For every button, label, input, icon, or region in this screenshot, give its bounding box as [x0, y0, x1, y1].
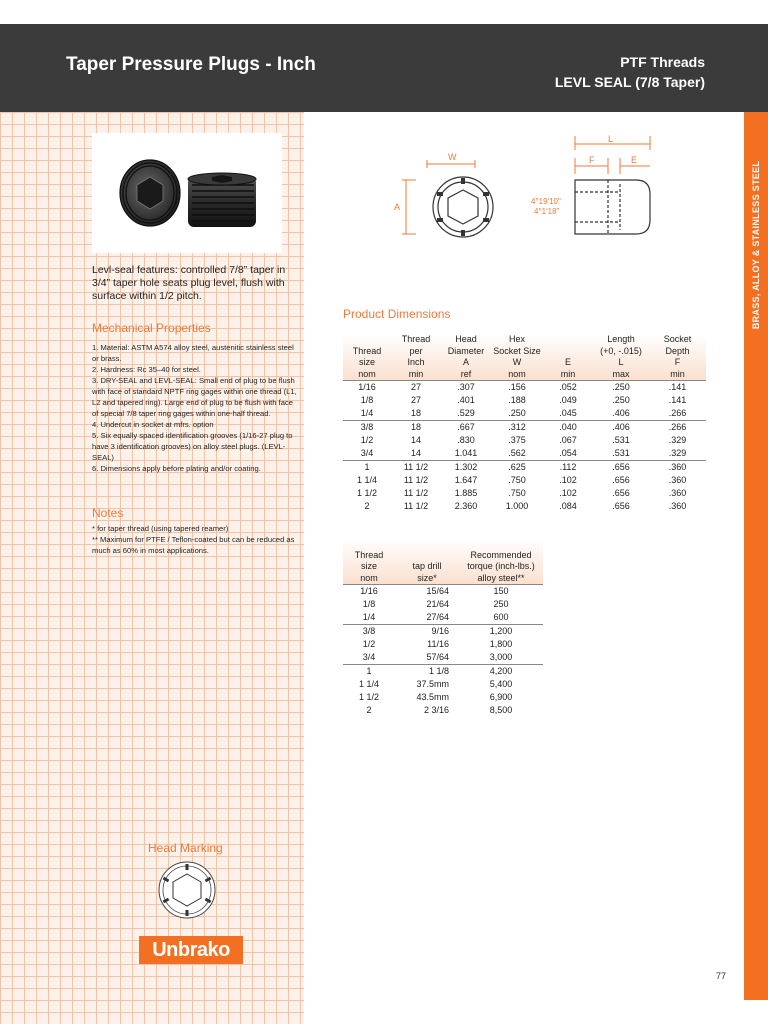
table-cell: .830: [457, 435, 475, 445]
table-cell: 1: [364, 462, 370, 472]
page-title: Taper Pressure Plugs - Inch: [66, 54, 316, 75]
table-cell: .054: [543, 447, 593, 461]
header-subtitle-threads: PTF Threads: [620, 54, 705, 70]
notes-title: Notes: [92, 506, 124, 520]
column-header: tap drill size*: [395, 538, 459, 585]
table-cell: 27: [410, 395, 421, 405]
table-cell: 1/16: [358, 382, 376, 392]
column-header: Length (+0, -.015) L max: [593, 334, 649, 381]
sidebar-category-label: BRASS, ALLOY & STAINLESS STEEL: [751, 160, 761, 330]
mechanical-properties-list: [92, 342, 297, 474]
table-cell: 3,000: [459, 651, 543, 665]
table-cell: .562: [491, 447, 543, 461]
mechanical-item: 3. DRY-SEAL and LEVL-SEAL: Small end of plug to be flush with face of standard NPTF ring gages within one thread (L1, L2 and tapered ring). Large end of plug to be flush with face of special 7/8 taper ring gages within one-half thread.: [92, 376, 297, 418]
table-cell: 5,400: [489, 679, 513, 689]
table-cell: 27/64: [395, 611, 459, 625]
table-cell: .329: [649, 447, 706, 461]
table-cell: 15/64: [426, 586, 449, 596]
header-subtitle-taper: LEVL SEAL (7/8 Taper): [554, 74, 705, 90]
table-cell: 1/8: [362, 599, 376, 609]
table-cell: .102: [559, 475, 577, 485]
table-cell: .156: [508, 382, 526, 392]
table-cell: .250: [612, 382, 630, 392]
notes-list: [92, 523, 297, 556]
table-cell: 1,200: [489, 626, 513, 636]
table-cell: 1.041: [441, 447, 491, 461]
table-cell: 9/16: [431, 626, 449, 636]
table-cell: .084: [559, 501, 577, 511]
product-dimensions-table: [343, 334, 706, 513]
table-cell: .656: [612, 462, 630, 472]
head-marking-title: Head Marking: [148, 841, 223, 855]
table-cell: 1/8: [360, 395, 374, 405]
diagram-angle-1: 4°19'10": [531, 197, 561, 206]
mechanical-item: 5. Six equally spaced identification grooves (1/16-27 plug to have 3 identification grooves) on alloy steel plugs. (LEVL-SEAL): [92, 431, 293, 462]
product-photo: [92, 133, 282, 253]
table-cell: 2: [366, 705, 372, 715]
table-cell: 1,800: [489, 639, 513, 649]
table-cell: 1/2: [360, 435, 374, 445]
mechanical-item: 4. Undercut in socket at mfrs. option: [92, 420, 214, 429]
table-cell: .312: [508, 422, 526, 432]
page-number: 77: [716, 971, 727, 981]
column-header: Recommended torque (inch-lbs.) alloy steel**: [459, 538, 543, 585]
table-cell: 1.647: [454, 475, 478, 485]
diagram-label-l: L: [608, 134, 614, 144]
mechanical-item: 2. Hardness: Rc 35–40 for steel.: [92, 365, 201, 374]
table-cell: .406: [593, 407, 649, 421]
diagram-label-a: A: [394, 202, 401, 212]
column-header: Thread per Inch min: [391, 334, 441, 381]
table-cell: 1.000: [505, 501, 529, 511]
table-cell: .529: [441, 407, 491, 421]
table-row: [343, 487, 706, 500]
mechanical-item: 6. Dimensions apply before plating and/or coating.: [92, 464, 261, 473]
table-cell: .052: [559, 382, 577, 392]
table-cell: 14: [391, 447, 441, 461]
table-cell: .375: [508, 435, 526, 445]
table-cell: .040: [559, 422, 577, 432]
table-row: [343, 421, 706, 435]
table-row: [343, 500, 706, 513]
table-cell: .360: [668, 462, 687, 472]
table-cell: .531: [612, 435, 630, 445]
page-header: [0, 24, 768, 112]
table-row: [343, 625, 543, 639]
table-cell: .141: [668, 382, 687, 392]
features-text: Levl-seal features: controlled 7/8” taper in 3/4” taper hole seats plug level, flush with surface within 1/2 pitch.: [92, 264, 286, 302]
table-cell: .102: [559, 488, 577, 498]
table-row: [343, 461, 706, 475]
table-row: [343, 651, 543, 665]
head-marking-icon: [157, 860, 217, 920]
table-row: [343, 665, 543, 679]
table-row: [343, 447, 706, 461]
table-cell: 3/4: [343, 447, 391, 461]
table-cell: 11 1/2: [403, 488, 429, 498]
table-cell: 1: [366, 666, 372, 676]
table-cell: .406: [612, 422, 630, 432]
table-row: [343, 381, 706, 395]
table-cell: 11 1/2: [403, 475, 429, 485]
table-row: [343, 704, 543, 717]
table-cell: 150: [493, 586, 509, 596]
table-cell: 18: [410, 422, 421, 432]
table-row: [343, 585, 543, 599]
table-cell: 1.302: [454, 462, 478, 472]
diagram-label-e: E: [631, 155, 638, 165]
table-cell: .656: [612, 475, 630, 485]
column-header: E min: [543, 334, 593, 381]
table-row: [343, 598, 543, 611]
note-item: ** Maximum for PTFE / Teflon-coated but can be reduced as much as 60% in most applications.: [92, 535, 295, 555]
top-margin: [0, 0, 768, 24]
table-cell: 250: [493, 599, 509, 609]
table-cell: .141: [668, 395, 687, 405]
table-cell: .360: [668, 475, 687, 485]
table-cell: 2.360: [454, 501, 478, 511]
table-cell: 6,900: [489, 692, 513, 702]
table-cell: .188: [508, 395, 526, 405]
column-header: Thread size nom: [343, 538, 395, 585]
table-cell: 11/16: [427, 639, 449, 649]
table-cell: .531: [593, 447, 649, 461]
table-cell: 27: [410, 382, 421, 392]
table-cell: .625: [508, 462, 526, 472]
table-cell: 1 1/2: [356, 488, 378, 498]
mechanical-properties-title: Mechanical Properties: [92, 321, 211, 335]
table-cell: 57/64: [395, 651, 459, 665]
table-cell: .266: [649, 407, 706, 421]
table-row: [343, 407, 706, 421]
dimension-diagram: [386, 130, 686, 250]
table-cell: 11 1/2: [403, 501, 429, 511]
table-cell: 2: [364, 501, 370, 511]
table-row: [343, 474, 706, 487]
product-dimensions-title: Product Dimensions: [343, 307, 451, 321]
table-cell: 8,500: [489, 705, 513, 715]
table-cell: 1 1/2: [358, 692, 380, 702]
table-cell: .250: [612, 395, 630, 405]
table-cell: .329: [668, 435, 687, 445]
column-header: Thread size nom: [343, 334, 391, 381]
column-header: Head Diameter A ref: [441, 334, 491, 381]
note-item: * for taper thread (using tapered reamer): [92, 524, 229, 533]
table-cell: 14: [410, 435, 421, 445]
table-cell: 4,200: [489, 666, 513, 676]
table-row: [343, 394, 706, 407]
table-cell: 1 1/8: [428, 666, 449, 676]
table-cell: 21/64: [426, 599, 449, 609]
table-cell: .750: [508, 488, 526, 498]
torque-table: [343, 538, 543, 717]
column-header: Hex Socket Size W nom: [491, 334, 543, 381]
table-cell: .656: [612, 501, 630, 511]
table-cell: 1 1/4: [356, 475, 378, 485]
table-cell: 2 3/16: [423, 705, 449, 715]
table-cell: 3/8: [362, 626, 376, 636]
diagram-label-w: W: [448, 152, 457, 162]
table-row: [343, 434, 706, 447]
table-cell: .266: [668, 422, 687, 432]
table-cell: 18: [391, 407, 441, 421]
table-row: [343, 611, 543, 625]
table-cell: 1/4: [343, 407, 391, 421]
table-row: [343, 678, 543, 691]
table-cell: .750: [508, 475, 526, 485]
table-cell: 3/4: [343, 651, 395, 665]
diagram-angle-2: 4°1'18": [534, 207, 560, 216]
table-cell: .049: [559, 395, 577, 405]
table-cell: .656: [612, 488, 630, 498]
table-cell: 1.885: [454, 488, 478, 498]
table-row: [343, 638, 543, 651]
table-cell: .401: [457, 395, 475, 405]
table-cell: .067: [559, 435, 577, 445]
table-cell: 1 1/4: [358, 679, 380, 689]
table-cell: 11 1/2: [403, 462, 429, 472]
plug-photo-illustration: [92, 133, 282, 253]
table-cell: 600: [459, 611, 543, 625]
table-cell: 1/4: [343, 611, 395, 625]
diagram-label-f: F: [589, 155, 595, 165]
table-cell: .045: [543, 407, 593, 421]
table-cell: .667: [457, 422, 475, 432]
table-cell: .307: [457, 382, 475, 392]
table-cell: .360: [668, 488, 687, 498]
column-header: Socket Depth F min: [649, 334, 706, 381]
table-cell: 37.5mm: [416, 679, 449, 689]
table-cell: 1/16: [360, 586, 378, 596]
mechanical-item: 1. Material: ASTM A574 alloy steel, austenitic stainless steel or brass.: [92, 343, 294, 363]
table-cell: 3/8: [360, 422, 374, 432]
table-row: [343, 691, 543, 704]
table-cell: 1/2: [362, 639, 376, 649]
table-cell: .250: [491, 407, 543, 421]
table-cell: 43.5mm: [416, 692, 449, 702]
unbrako-logo: Unbrako: [139, 936, 243, 964]
table-cell: .112: [559, 462, 577, 472]
table-cell: .360: [668, 501, 687, 511]
